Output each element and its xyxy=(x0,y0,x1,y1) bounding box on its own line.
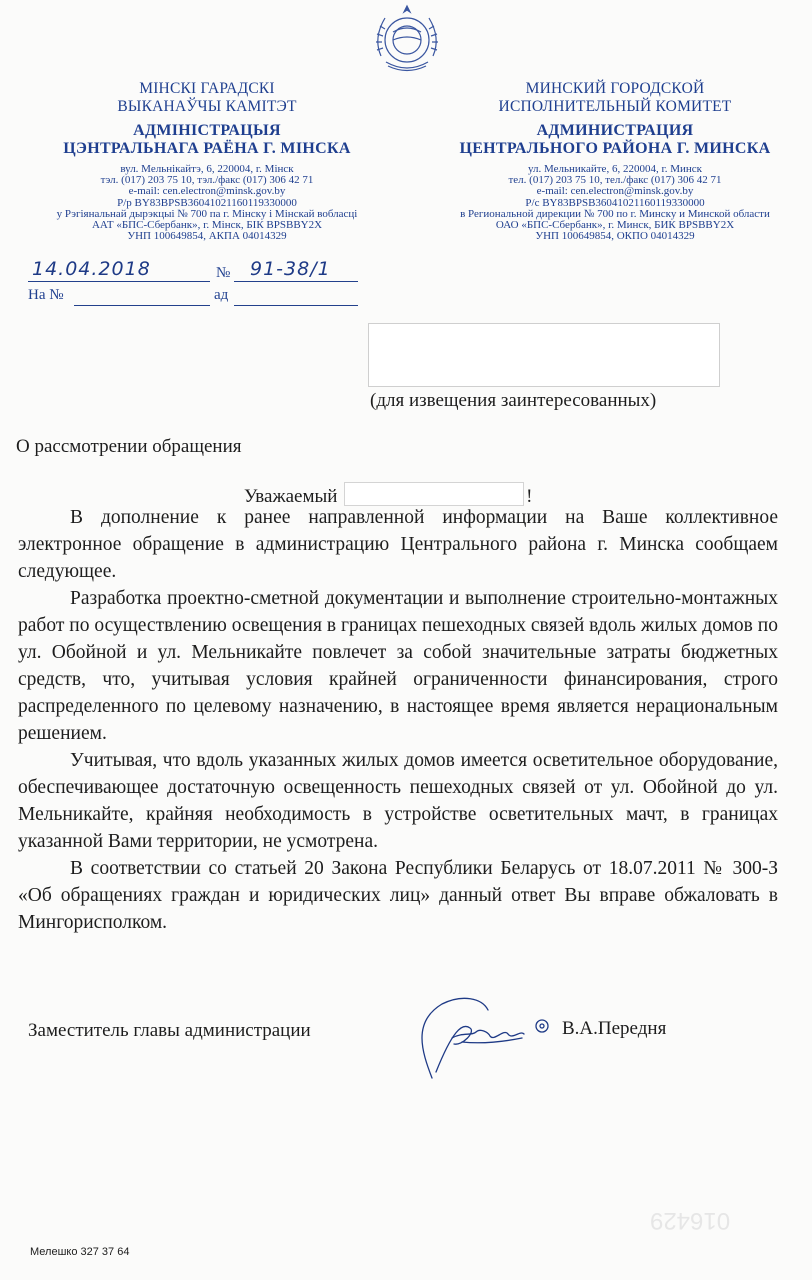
incoming-reference xyxy=(28,287,368,309)
requisite-line: ОАО «БПС-Сбербанк», г. Минск, БИК BPSBBY2X xyxy=(495,219,735,232)
requisite-line: УНП 100649854, ОКПО 04014329 xyxy=(535,230,695,243)
state-emblem-icon xyxy=(366,2,448,76)
body-paragraph: В дополнение к ранее направленной информации на Ваше коллективное электронное обращение в администрацию Центрального района г. Минска сообщаем следующее. xyxy=(18,507,778,582)
outgoing-number: 91-38/1 xyxy=(250,258,331,280)
incoming-number-label: На № xyxy=(28,287,64,303)
header-russian xyxy=(420,80,810,242)
signatory-position: Заместитель главы администрации xyxy=(28,1020,311,1041)
admin-name-line: ЦЕНТРАЛЬНОГО РАЙОНА Г. МИНСКА xyxy=(459,140,771,157)
requisite-line: ул. Мельникайте, 6, 220004, г. Минск xyxy=(528,163,702,175)
redacted-name xyxy=(344,482,524,506)
requisite-line: тел. (017) 203 75 10, тел./факс (017) 306 42 71 xyxy=(508,174,722,187)
signatory-name: В.А.Передня xyxy=(562,1018,667,1039)
admin-name-line: АДМИНИСТРАЦИЯ xyxy=(536,122,694,139)
requisite-line: вул. Мельнікайтэ, 6, 220004, г. Мінск xyxy=(120,163,294,175)
header-belarusian xyxy=(12,80,402,242)
underline xyxy=(28,281,210,282)
requisite-line: УНП 100649854, АКПА 04014329 xyxy=(127,230,287,243)
underline xyxy=(234,281,358,282)
requisite-line: Р/р BY83BPSB36041021160119330000 xyxy=(117,196,297,209)
requisite-line: тэл. (017) 203 75 10, тэл./факс (017) 306 42 71 xyxy=(100,174,314,187)
handwritten-signature xyxy=(392,992,562,1082)
org-name-line: ВЫКАНАЎЧЫ КАМІТЭТ xyxy=(117,98,297,115)
body-paragraph: Разработка проектно-сметной документации и выполнение строительно-монтажных работ по осуществлению освещения в границах пешеходных связей вдоль жилых домов по ул. Обойной и ул. Мельникайте повлечет за собой значительные затраты бюджетных средств, что, учитывая условия крайней ограниченности финансирования, строго распределенного по целевому назначению, в настоящее время является нерациональным решением. xyxy=(18,588,778,744)
requisites xyxy=(420,164,810,242)
addressee-caption: (для извещения заинтересованных) xyxy=(370,390,657,411)
incoming-date-label: ад xyxy=(214,287,229,303)
underline xyxy=(234,305,358,306)
requisite-line: ААТ «БПС-Сбербанк», г. Мінск, БІК BPSBBY2X xyxy=(91,219,323,232)
admin-name-line: ЦЭНТРАЛЬНАГА РАЁНА Г. МІНСКА xyxy=(63,140,351,157)
redacted-addressee xyxy=(368,323,720,387)
requisite-line: у Рэгіянальнай дырэкцыі № 700 па г. Мінску і Мінскай вобласці xyxy=(56,207,358,220)
outgoing-date: 14.04.2018 xyxy=(32,258,151,280)
requisite-line: в Региональной дирекции № 700 по г. Минску и Минской области xyxy=(460,207,770,220)
salutation-suffix: ! xyxy=(526,486,533,507)
org-name-line: МИНСКИЙ ГОРОДСКОЙ xyxy=(525,80,705,97)
letter-body xyxy=(18,504,778,936)
executor-contact: Мелешко 327 37 64 xyxy=(30,1246,130,1258)
org-name-line: МІНСКІ ГАРАДСКІ xyxy=(139,80,275,97)
salutation-prefix: Уважаемый xyxy=(244,486,338,507)
requisite-line: e-mail: cen.electron@minsk.gov.by xyxy=(536,185,694,198)
outgoing-reference xyxy=(28,256,368,282)
body-paragraph: В соответствии со статьей 20 Закона Республики Беларусь от 18.07.2011 № 300-З «Об обращениях граждан и юридических лиц» данный ответ Вы вправе обжаловать в Мингорисполком. xyxy=(18,858,778,933)
org-name-line: ИСПОЛНИТЕЛЬНЫЙ КОМИТЕТ xyxy=(498,98,732,115)
underline xyxy=(74,305,210,306)
outgoing-number-label: № xyxy=(216,265,231,281)
requisites xyxy=(12,164,402,242)
bleed-through-number: 016429 xyxy=(650,1207,731,1234)
requisite-line: Р/с BY83BPSB36041021160119330000 xyxy=(525,196,705,209)
body-paragraph: Учитывая, что вдоль указанных жилых домов имеется осветительное оборудование, обеспечивающее достаточную освещенность пешеходных связей от ул. Обойной до ул. Мельникайте, крайняя необходимость в устройстве осветительных мачт, в границах указанной Вами территории, не усмотрена. xyxy=(18,750,778,852)
letter-subject: О рассмотрении обращения xyxy=(16,436,242,457)
requisite-line: e-mail: cen.electron@minsk.gov.by xyxy=(128,185,286,198)
admin-name-line: АДМІНІСТРАЦЫЯ xyxy=(133,122,281,139)
